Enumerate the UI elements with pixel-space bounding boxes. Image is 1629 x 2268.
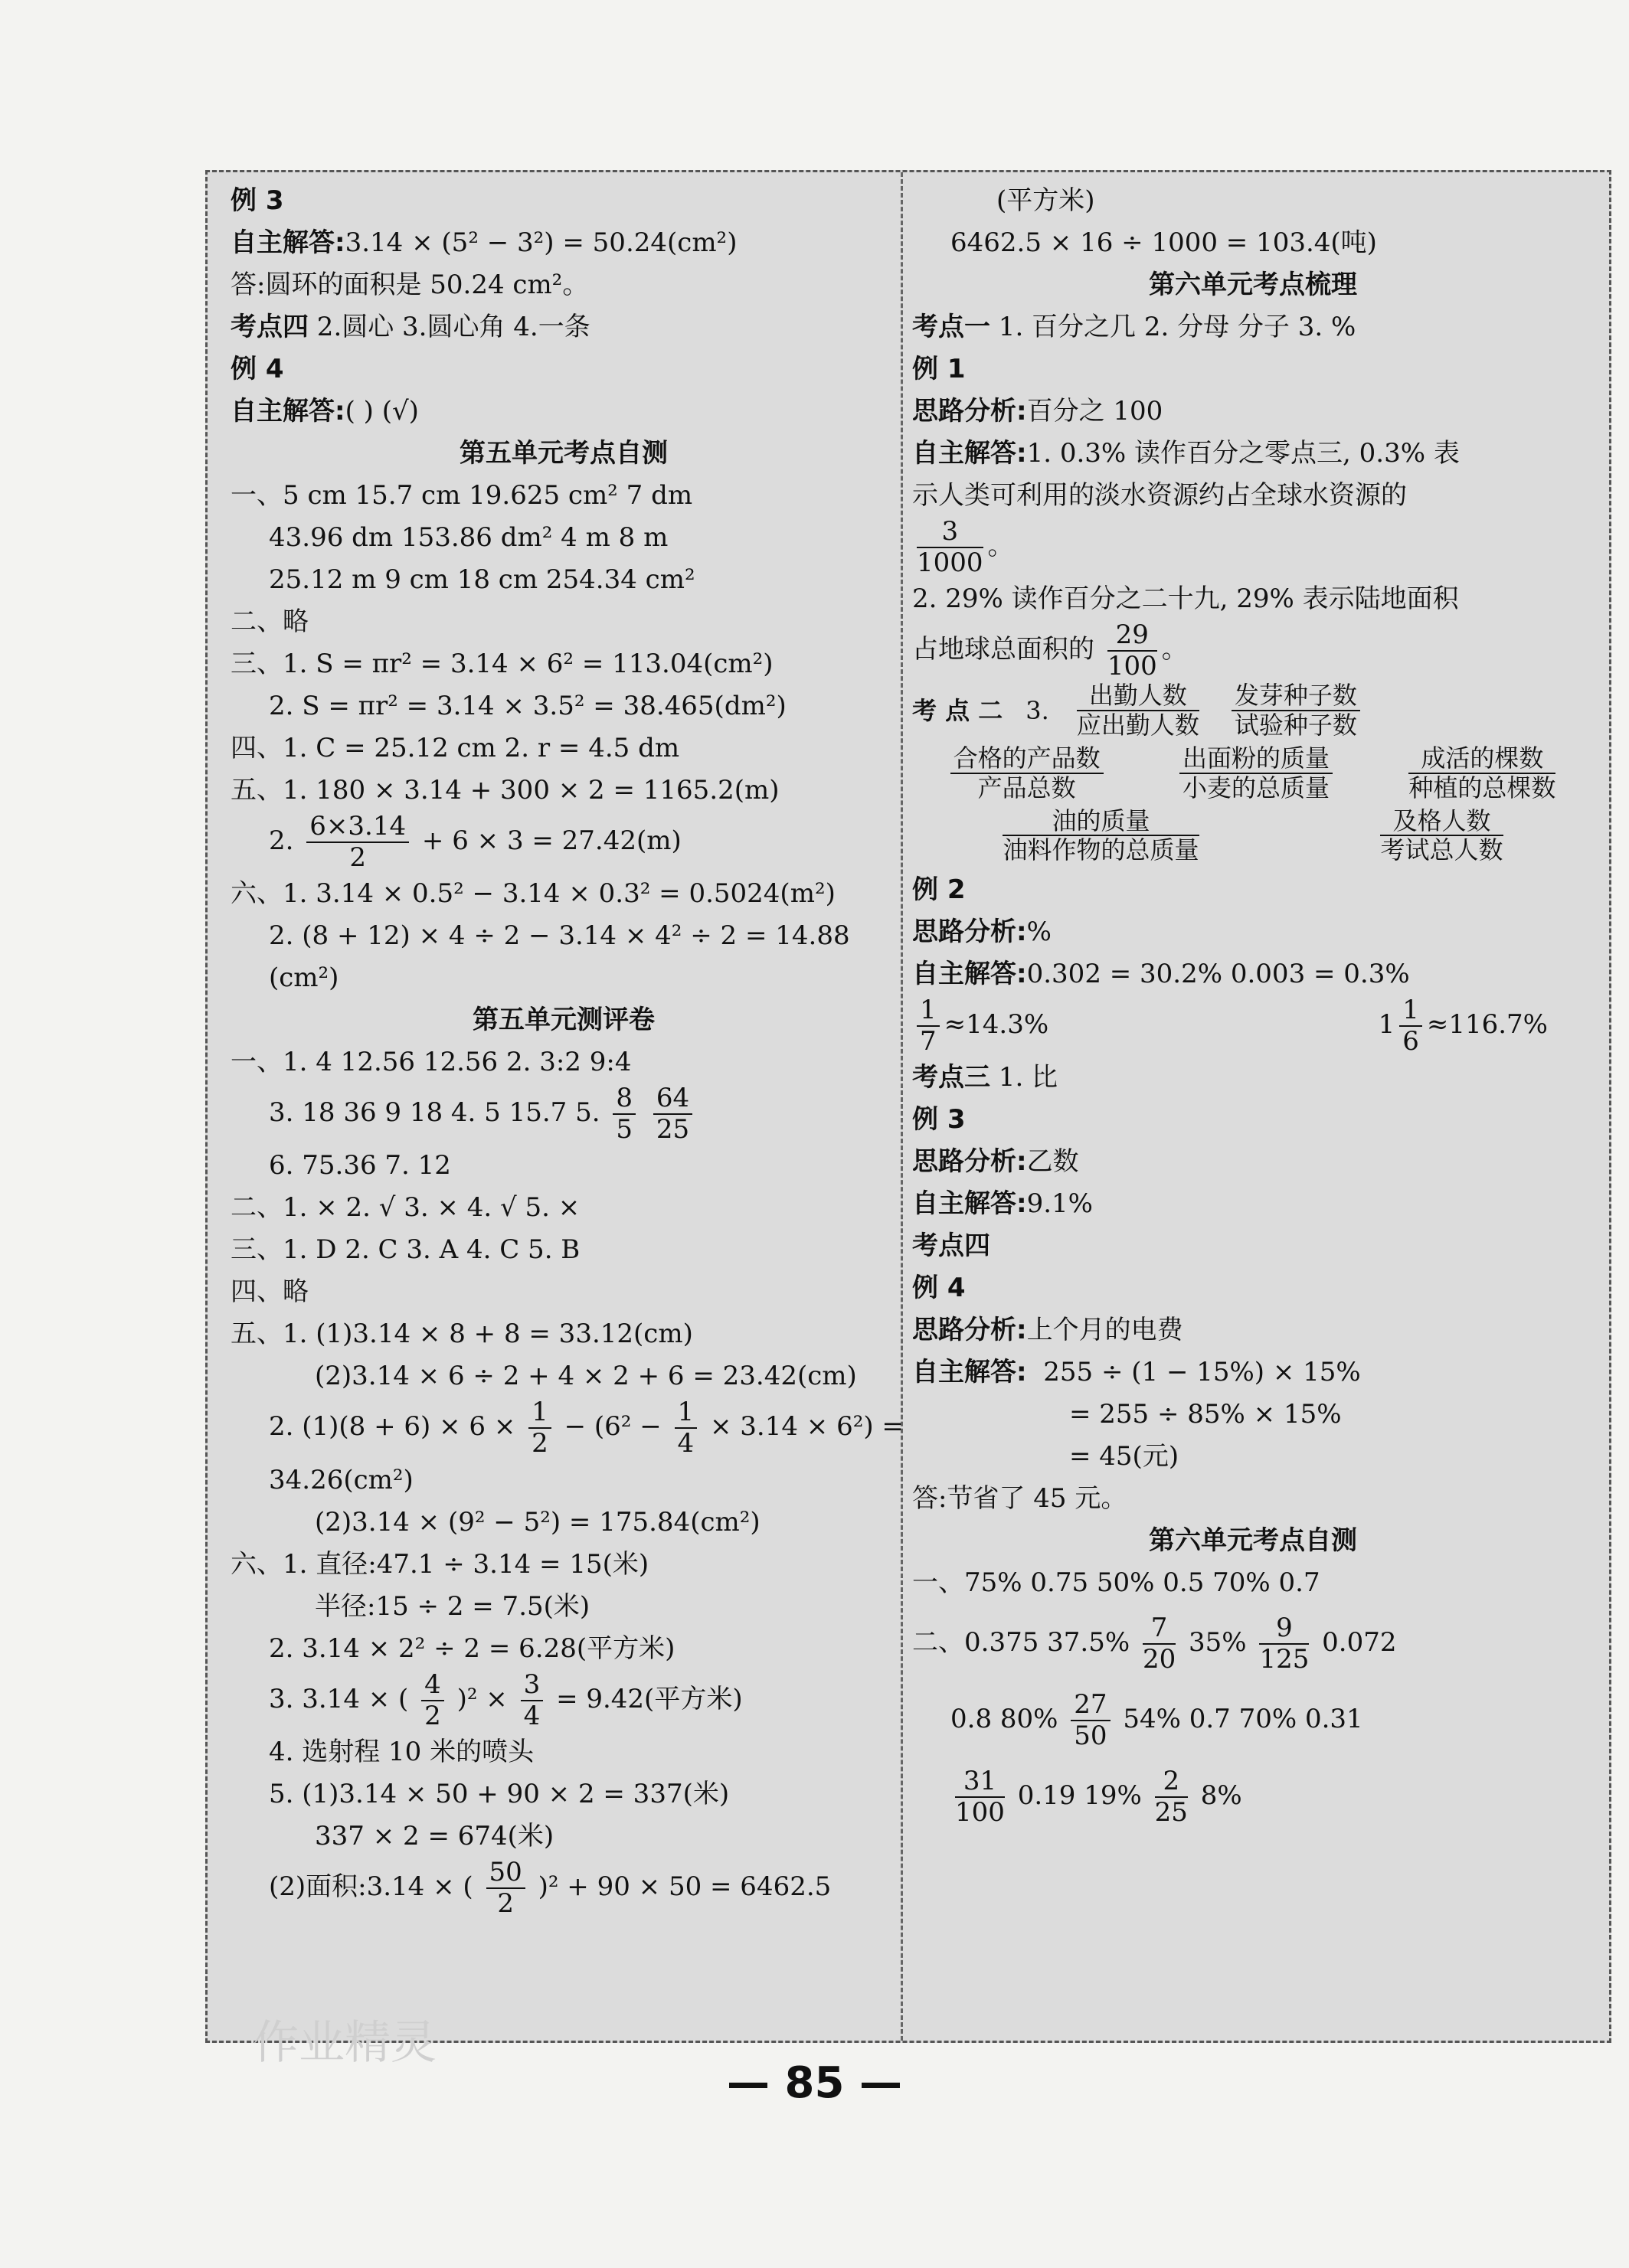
column-divider (901, 172, 903, 2041)
fraction-row (912, 744, 1594, 802)
numerator: 3 (917, 517, 983, 548)
topic-label: 考 点 二 (912, 696, 1003, 726)
answer-text: 35% (1189, 1627, 1247, 1659)
answer-line: 34.26(cm²) (269, 1464, 414, 1495)
answer-line (912, 1681, 1594, 1757)
answer-text: 3. 3.14 × ( (269, 1683, 409, 1714)
fraction (613, 1083, 636, 1145)
fraction (306, 812, 409, 873)
answer-text: 0.19 19% (1017, 1780, 1142, 1812)
denominator: 100 (955, 1797, 1005, 1828)
section-heading: 第六单元考点自测 (1149, 1525, 1357, 1557)
answer-text: 0.072 (1322, 1627, 1397, 1659)
numerator: 64 (653, 1083, 692, 1115)
analysis-label: 思路分析: (912, 917, 1027, 948)
denominator: 25 (656, 1114, 690, 1145)
fraction (521, 1670, 544, 1731)
numerator: 及格人数 (1380, 807, 1503, 837)
answer-line: 6462.5 × 16 ÷ 1000 = 103.4(吨) (950, 227, 1377, 258)
answer-line (912, 1141, 1594, 1183)
denominator: 7 (920, 1026, 937, 1057)
answer-line: 答:圆环的面积是 50.24 cm²。 (231, 270, 589, 300)
example-label: 例 3 (912, 1104, 966, 1136)
answer-label: 自主解答: (912, 1357, 1027, 1388)
answer-line: 一、5 cm 15.7 cm 19.625 cm² 7 dm (231, 480, 693, 511)
section-heading: 第五单元考点自测 (460, 438, 668, 469)
denominator: 20 (1142, 1644, 1176, 1675)
answer-line (912, 391, 1594, 433)
answer-line: 四、1. C = 25.12 cm 2. r = 4.5 dm (231, 733, 680, 763)
answer-line (912, 306, 1594, 348)
answer-line: 一、75% 0.75 50% 0.5 70% 0.7 (912, 1567, 1320, 1599)
answer-line: (平方米) (996, 185, 1095, 216)
answer-line: (cm²) (269, 962, 339, 994)
answer-line (912, 433, 1594, 475)
answer-text: 0.8 80% (950, 1704, 1058, 1735)
answer-line (231, 1397, 904, 1459)
denominator: 2 (424, 1700, 441, 1731)
answer-line: 一、1. 4 12.56 12.56 2. 3:2 9:4 (231, 1047, 632, 1078)
fraction (653, 1083, 692, 1145)
denominator: 5 (616, 1114, 633, 1145)
answer-line: 6. 75.36 7. 12 (269, 1150, 451, 1181)
answer-line (231, 812, 897, 873)
denominator: 1000 (917, 547, 983, 579)
answer-text: ( ) (√) (345, 396, 419, 426)
answer-line: 示人类可利用的淡水资源约占全球水资源的 (912, 480, 1407, 511)
numerator: 合格的产品数 (950, 744, 1104, 774)
fraction (1399, 995, 1422, 1057)
answer-text: + 6 × 3 = 27.42(m) (421, 825, 682, 857)
answer-line (912, 1757, 1594, 1834)
answer-line (912, 1604, 1594, 1681)
answer-text: 百分之 100 (1026, 396, 1163, 426)
answer-text: 1. 比 (990, 1062, 1058, 1093)
answer-line: 337 × 2 = 674(米) (315, 1820, 554, 1851)
answer-label: 自主解答: (912, 438, 1027, 469)
numerator: 29 (1107, 620, 1157, 652)
answer-line: = 255 ÷ 85% × 15% (1069, 1399, 1342, 1430)
numerator: 发芽种子数 (1232, 681, 1360, 711)
answer-line (912, 953, 1594, 995)
answer-line: 二、略 (231, 606, 309, 637)
fraction-row (912, 807, 1594, 865)
answer-text: − (6² − (564, 1411, 662, 1443)
right-column (912, 180, 1594, 1834)
numerator: 8 (613, 1083, 636, 1115)
answer-text: 0.302 = 30.2% 0.003 = 0.3% (1026, 959, 1410, 990)
answer-text: 8% (1200, 1780, 1242, 1812)
answer-line (231, 1083, 897, 1145)
whole-number: 1 (1378, 1009, 1395, 1041)
numerator: 1 (675, 1397, 698, 1429)
answer-group (912, 995, 1048, 1057)
denominator: 50 (1074, 1721, 1107, 1752)
denominator: 2 (497, 1887, 514, 1919)
answer-label: 自主解答: (231, 227, 345, 258)
numerator: 7 (1143, 1613, 1176, 1645)
answer-line (912, 1351, 1594, 1394)
fraction (1232, 681, 1360, 740)
denominator: 种植的总棵数 (1408, 773, 1556, 802)
answer-text: 54% 0.7 70% 0.31 (1123, 1704, 1363, 1735)
fraction (917, 517, 983, 578)
answer-text: 乙数 (1026, 1146, 1079, 1178)
answer-text: × 3.14 × 6²) = (710, 1411, 904, 1443)
answer-text: )² + 90 × 50 = 6462.5 (538, 1871, 832, 1902)
answer-line (912, 517, 1594, 578)
numerator: 6×3.14 (306, 812, 409, 843)
answer-label: 自主解答: (231, 396, 345, 426)
answer-line: 2. (8 + 12) × 4 ÷ 2 − 3.14 × 4² ÷ 2 = 14.88 (269, 920, 850, 952)
example-label: 例 1 (912, 354, 966, 384)
denominator: 4 (523, 1700, 541, 1731)
fraction (950, 744, 1104, 802)
answer-text: 上个月的电费 (1026, 1315, 1183, 1346)
fraction (917, 995, 940, 1057)
numerator: 1 (528, 1397, 551, 1429)
answer-line: 4. 选射程 10 米的喷头 (269, 1736, 535, 1767)
example-label: 例 3 (231, 185, 284, 216)
answer-text: 二、0.375 37.5% (912, 1627, 1130, 1659)
numerator: 50 (486, 1858, 525, 1889)
answer-line: = 45(元) (1069, 1441, 1179, 1472)
section-heading: 第六单元考点梳理 (1149, 270, 1357, 300)
numerator: 出面粉的质量 (1179, 744, 1333, 774)
answer-line (231, 222, 897, 264)
fraction (1179, 744, 1333, 802)
fraction (675, 1397, 698, 1459)
denominator: 产品总数 (977, 773, 1076, 802)
answer-line: 二、1. × 2. √ 3. × 4. √ 5. × (231, 1192, 581, 1224)
denominator: 25 (1154, 1797, 1188, 1828)
answer-text: 。 (987, 531, 1014, 562)
fraction (1259, 1613, 1309, 1675)
answer-text: 1. 百分之几 2. 分母 分子 3. % (990, 312, 1356, 342)
numerator: 油的质量 (1003, 807, 1199, 837)
answer-line (912, 620, 1594, 681)
numerator: 2 (1155, 1766, 1188, 1798)
numerator: 出勤人数 (1077, 681, 1199, 711)
topic2-block (912, 681, 1594, 864)
answer-line: 25.12 m 9 cm 18 cm 254.34 cm² (269, 564, 695, 595)
answer-text: 9.1% (1026, 1188, 1093, 1220)
answer-text: ≈14.3% (944, 1009, 1049, 1041)
answer-group (1379, 995, 1548, 1057)
answer-line: 三、1. D 2. C 3. A 4. C 5. B (231, 1234, 581, 1266)
numerator: 31 (955, 1766, 1005, 1798)
answer-line (912, 1183, 1594, 1225)
answer-text: 占地球总面积的 (912, 634, 1094, 665)
fraction (1071, 1690, 1110, 1751)
answer-line: 六、1. 3.14 × 0.5² − 3.14 × 0.3² = 0.5024(m²) (231, 878, 836, 910)
answer-sheet (205, 170, 1611, 2043)
denominator: 2 (532, 1428, 548, 1459)
fraction (955, 1766, 1005, 1828)
answer-line (231, 306, 897, 348)
numerator: 4 (421, 1670, 444, 1701)
answer-line: 三、1. S = πr² = 3.14 × 6² = 113.04(cm²) (231, 649, 774, 679)
analysis-label: 思路分析: (912, 396, 1027, 426)
numerator: 成活的棵数 (1408, 744, 1555, 774)
answer-line (231, 1858, 897, 1919)
numerator: 9 (1259, 1613, 1309, 1645)
answer-line: 5. (1)3.14 × 50 + 90 × 2 = 337(米) (269, 1778, 730, 1809)
left-column (231, 180, 904, 1919)
denominator: 2 (349, 842, 366, 874)
answer-line (912, 995, 1594, 1057)
answer-text: 3.14 × (5² − 3²) = 50.24(cm²) (345, 227, 738, 258)
denominator: 4 (677, 1428, 695, 1459)
item-number: 3. (1025, 696, 1049, 726)
watermark: 作业精灵 (253, 2016, 437, 2070)
answer-line: 五、1. (1)3.14 × 8 + 8 = 33.12(cm) (231, 1319, 693, 1350)
topic-label: 考点四 (912, 1230, 990, 1262)
answer-line (231, 1670, 897, 1731)
answer-text: % (1026, 917, 1052, 948)
item-number: 2. (269, 825, 294, 857)
answer-text: 。 (1161, 634, 1188, 665)
fraction (1107, 620, 1157, 681)
answer-line: 2. S = πr² = 3.14 × 3.5² = 38.465(dm²) (269, 691, 787, 721)
numerator: 3 (521, 1670, 544, 1701)
fraction (1408, 744, 1555, 802)
answer-line (912, 1309, 1594, 1351)
numerator: 27 (1071, 1690, 1110, 1721)
fraction (528, 1397, 551, 1459)
answer-line (912, 911, 1594, 953)
denominator: 100 (1107, 651, 1157, 682)
example-label: 例 4 (231, 354, 284, 384)
answer-text: ≈116.7% (1426, 1009, 1548, 1041)
answer-line (231, 391, 897, 433)
answer-text: )² × (456, 1683, 508, 1714)
page-number: — 85 — (727, 2058, 902, 2108)
example-label: 例 2 (912, 874, 966, 906)
answer-text: 2.圆心 3.圆心角 4.一条 (309, 312, 590, 342)
example-label: 例 4 (912, 1273, 966, 1304)
answer-text: 255 ÷ (1 − 15%) × 15% (1043, 1357, 1361, 1388)
answer-line: 半径:15 ÷ 2 = 7.5(米) (315, 1590, 590, 1622)
fraction-row (912, 681, 1594, 740)
section-heading: 第五单元测评卷 (473, 1005, 655, 1036)
answer-line: (2)3.14 × (9² − 5²) = 175.84(cm²) (315, 1506, 761, 1538)
answer-line: 答:节省了 45 元。 (912, 1483, 1127, 1515)
answer-text: 1. 0.3% 读作百分之零点三, 0.3% 表 (1026, 438, 1460, 469)
answer-text: (2)面积:3.14 × ( (269, 1871, 473, 1902)
denominator: 125 (1259, 1644, 1310, 1675)
analysis-label: 思路分析: (912, 1146, 1027, 1178)
topic-label: 考点四 (231, 312, 309, 342)
denominator: 小麦的总质量 (1182, 773, 1330, 802)
denominator: 油料作物的总质量 (1003, 835, 1199, 865)
fraction (1003, 807, 1199, 865)
answer-line: 2. 29% 读作百分之二十九, 29% 表示陆地面积 (912, 583, 1459, 615)
answer-text: 2. (1)(8 + 6) × 6 × (269, 1411, 516, 1443)
answer-line: 五、1. 180 × 3.14 + 300 × 2 = 1165.2(m) (231, 775, 780, 806)
fraction (1155, 1766, 1188, 1828)
numerator: 1 (917, 995, 940, 1027)
answer-line: 六、1. 直径:47.1 ÷ 3.14 = 15(米) (231, 1548, 649, 1580)
fraction (1143, 1613, 1176, 1675)
answer-line: 2. 3.14 × 2² ÷ 2 = 6.28(平方米) (269, 1632, 675, 1664)
answer-text: = 9.42(平方米) (556, 1683, 743, 1714)
analysis-label: 思路分析: (912, 1315, 1027, 1346)
denominator: 考试总人数 (1380, 835, 1503, 865)
denominator: 试验种子数 (1234, 711, 1357, 740)
answer-line: (2)3.14 × 6 ÷ 2 + 4 × 2 + 6 = 23.42(cm) (315, 1361, 857, 1392)
answer-label: 自主解答: (912, 959, 1027, 990)
answer-text: 3. 18 36 9 18 4. 5 15.7 5. (269, 1097, 600, 1129)
topic-label: 考点一 (912, 312, 990, 342)
denominator: 应出勤人数 (1076, 711, 1199, 740)
numerator: 1 (1399, 995, 1422, 1027)
fraction (421, 1670, 444, 1731)
fraction (486, 1858, 525, 1919)
answer-line: 43.96 dm 153.86 dm² 4 m 8 m (269, 522, 669, 553)
denominator: 6 (1402, 1026, 1419, 1057)
answer-line (912, 1057, 1594, 1099)
answer-label: 自主解答: (912, 1188, 1027, 1220)
answer-line: 四、略 (231, 1276, 309, 1308)
topic-label: 考点三 (912, 1062, 990, 1093)
fraction (1077, 681, 1199, 740)
fraction (1380, 807, 1503, 865)
